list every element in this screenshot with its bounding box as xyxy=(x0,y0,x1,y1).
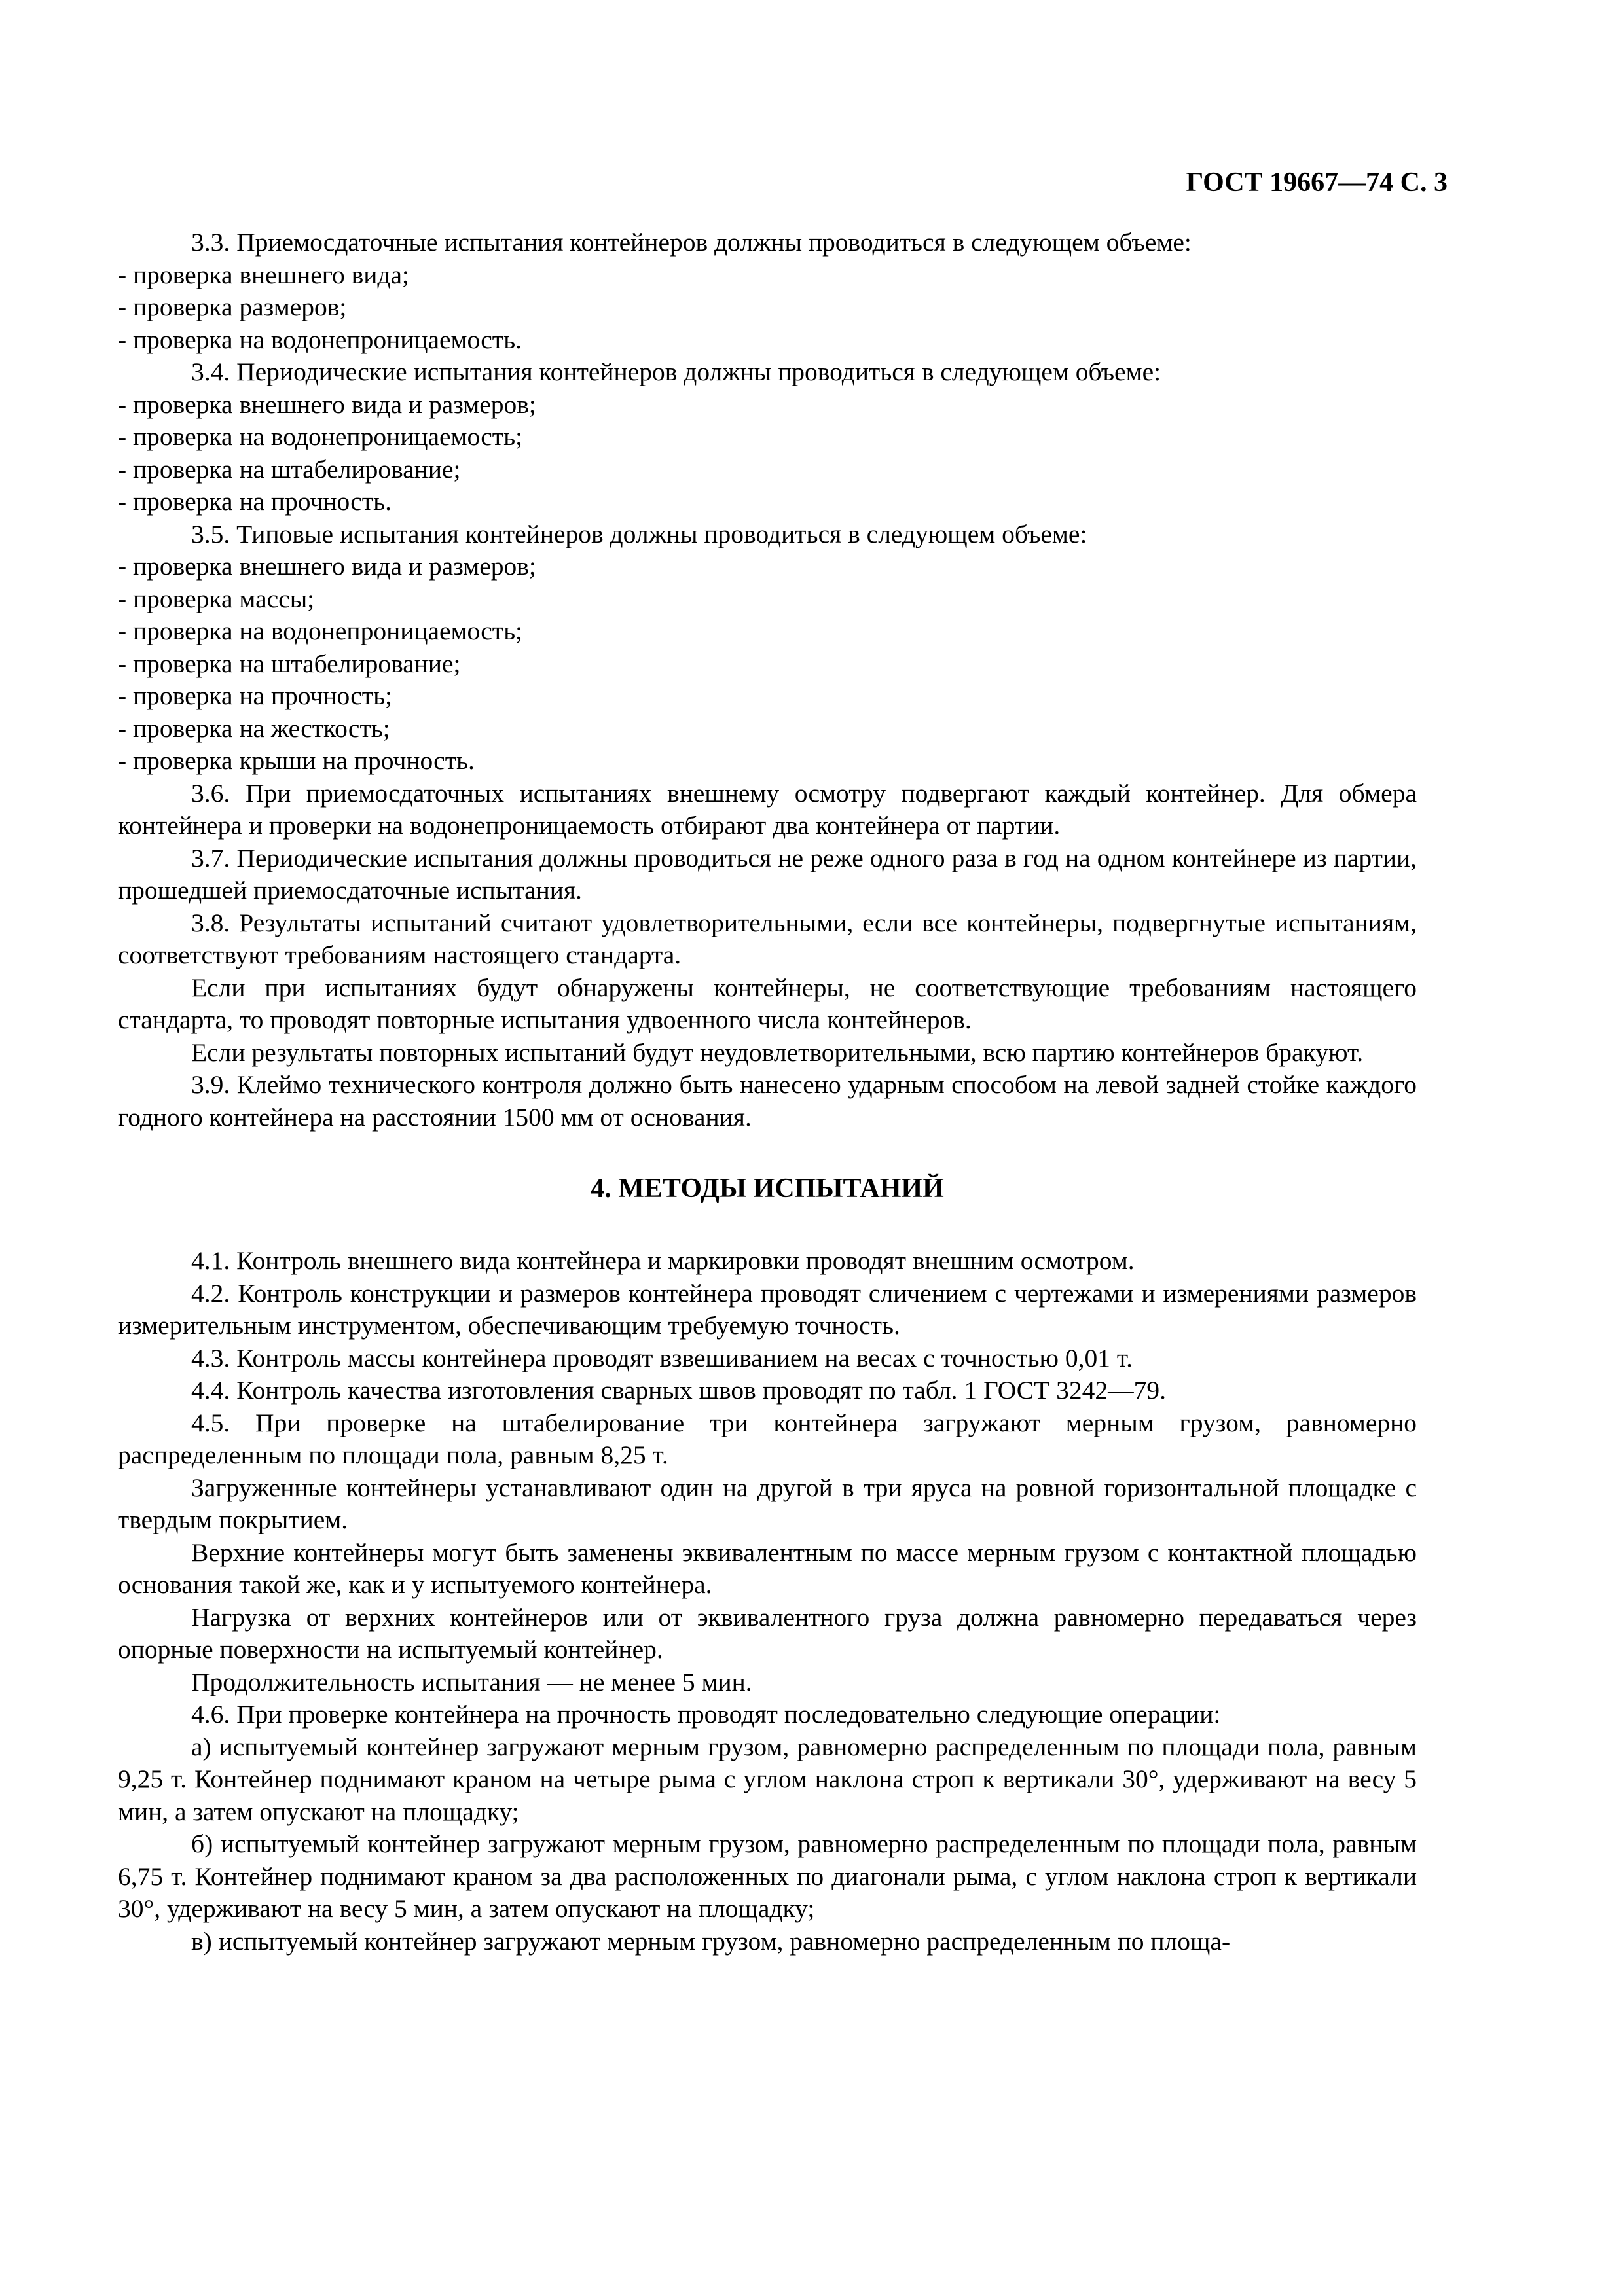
document-body xyxy=(118,226,1417,1958)
paragraph-4-2: 4.2. Контроль конструкции и размеров контейнера проводят сличением с чертежами и измерениями размеров измерительным инструментом, обеспечивающим требуемую точность. xyxy=(118,1278,1417,1340)
paragraph-4-6-c: в) испытуемый контейнер загружают мерным грузом, равномерно распределенным по площа- xyxy=(191,1926,1231,1956)
paragraph-3-8: 3.8. Результаты испытаний считают удовлетворительными, если все контейнеры, подвергнутые испытаниям, соответствуют требованиям настоящего стандарта. xyxy=(118,908,1417,969)
paragraph-4-1: 4.1. Контроль внешнего вида контейнера и маркировки проводят внешним осмотром. xyxy=(191,1246,1135,1275)
list-item: - проверка размеров; xyxy=(118,293,347,321)
section-title: 4. МЕТОДЫ ИСПЫТАНИЙ xyxy=(591,1174,944,1204)
list-item: - проверка на прочность; xyxy=(118,681,393,710)
list-item: - проверка массы; xyxy=(118,584,315,613)
paragraph-4-5-c: Верхние контейнеры могут быть заменены эквивалентным по массе мерным грузом с контактной площадью основания такой же, как и у испытуемого контейнера. xyxy=(118,1537,1417,1599)
paragraph-4-5-e: Продолжительность испытания — не менее 5 мин. xyxy=(191,1667,752,1696)
list-item: - проверка на прочность. xyxy=(118,487,392,516)
paragraph-4-6: 4.6. При проверке контейнера на прочность проводят последовательно следующие операции: xyxy=(191,1700,1221,1729)
list-item: - проверка крыши на прочность. xyxy=(118,746,475,775)
list-item: - проверка на штабелирование; xyxy=(118,454,461,484)
list-item: - проверка на водонепроницаемость. xyxy=(118,325,522,354)
paragraph-4-6-b: б) испытуемый контейнер загружают мерным грузом, равномерно распределенным по площади пола, равным 6,75 т. Контейнер поднимают краном за два расположенных по диагонали рыма, с углом наклона строп к вертикали 30°, удерживают на весу 5 мин, а затем опускают на площадку; xyxy=(118,1829,1417,1923)
paragraph-3-9: 3.9. Клеймо технического контроля должно быть нанесено ударным способом на левой задней стойке каждого годного контейнера на расстоянии 1500 мм от основания. xyxy=(118,1070,1417,1132)
list-item: - проверка на водонепроницаемость; xyxy=(118,617,523,645)
paragraph-3-8-c: Если результаты повторных испытаний будут неудовлетворительными, всю партию контейнеров бракуют. xyxy=(191,1037,1364,1067)
paragraph-3-3: 3.3. Приемосдаточные испытания контейнеров должны проводиться в следующем объеме: xyxy=(191,228,1192,257)
list-item: - проверка на жесткость; xyxy=(118,713,390,743)
paragraph-3-8-b: Если при испытаниях будут обнаружены контейнеры, не соответствующие требованиям настоящего стандарта, то проводят повторные испытания удвоенного числа контейнеров. xyxy=(118,973,1417,1034)
paragraph-4-5-b: Загруженные контейнеры устанавливают один на другой в три яруса на ровной горизонтальной площадке с твердым покрытием. xyxy=(118,1473,1417,1534)
list-item: - проверка на водонепроницаемость; xyxy=(118,422,523,451)
list-item: - проверка внешнего вида; xyxy=(118,260,410,289)
list-item: - проверка на штабелирование; xyxy=(118,649,461,678)
paragraph-4-4: 4.4. Контроль качества изготовления сварных швов проводят по табл. 1 ГОСТ 3242—79. xyxy=(191,1376,1167,1405)
paragraph-3-5: 3.5. Типовые испытания контейнеров должны проводиться в следующем объеме: xyxy=(191,519,1087,548)
paragraph-4-6-a: а) испытуемый контейнер загружают мерным грузом, равномерно распределенным по площади пола, равным 9,25 т. Контейнер поднимают краном на четыре рыма с углом наклона строп к вертикали 30°, удерживают на весу 5 мин, а затем опускают на площадку; xyxy=(118,1732,1417,1826)
paragraph-3-6: 3.6. При приемосдаточных испытаниях внешнему осмотру подвергают каждый контейнер. Для обмера контейнера и проверки на водонепроницаемость отбирают два контейнера от партии. xyxy=(118,778,1417,840)
paragraph-3-4: 3.4. Периодические испытания контейнеров должны проводиться в следующем объеме: xyxy=(191,357,1161,386)
paragraph-4-5: 4.5. При проверке на штабелирование три контейнера загружают мерным грузом, равномерно распределенным по площади пола, равным 8,25 т. xyxy=(118,1408,1417,1469)
paragraph-4-5-d: Нагрузка от верхних контейнеров или от эквивалентного груза должна равномерно передаваться через опорные поверхности на испытуемый контейнер. xyxy=(118,1602,1417,1664)
paragraph-4-3: 4.3. Контроль массы контейнера проводят взвешиванием на весах с точностью 0,01 т. xyxy=(191,1343,1133,1372)
page-header: ГОСТ 19667—74 С. 3 xyxy=(1186,168,1448,198)
paragraph-3-7: 3.7. Периодические испытания должны проводиться не реже одного раза в год на одном контейнере из партии, прошедшей приемосдаточные испытания. xyxy=(118,843,1417,905)
list-item: - проверка внешнего вида и размеров; xyxy=(118,552,536,581)
list-item: - проверка внешнего вида и размеров; xyxy=(118,389,536,419)
